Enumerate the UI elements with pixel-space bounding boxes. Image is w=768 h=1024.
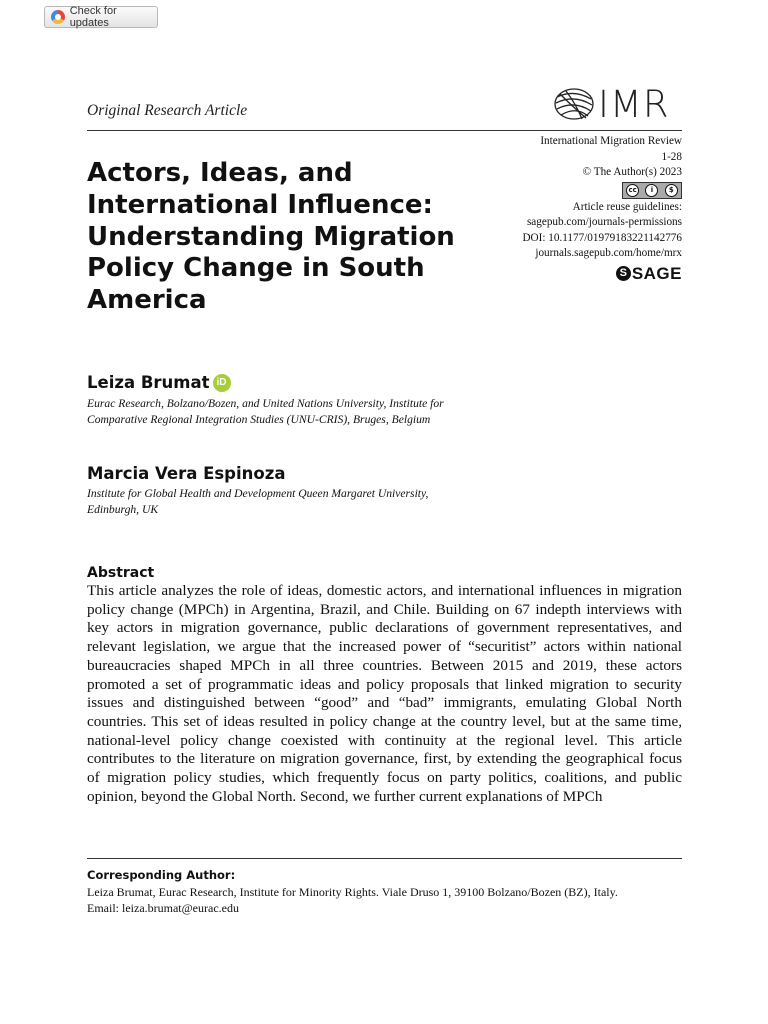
journal-meta (522, 134, 682, 281)
corresponding-author-heading: Corresponding Author: (87, 868, 236, 882)
copyright: © The Author(s) 2023 (582, 166, 682, 178)
footer-divider (87, 858, 682, 859)
sage-s-icon: S (616, 266, 631, 281)
journal-url-link[interactable]: journals.sagepub.com/home/mrx (535, 247, 682, 259)
publisher-logo-text: SAGE (631, 263, 682, 283)
abstract-text: This article analyzes the role of ideas, domestic actors, and international influences in migration policy change (MPCh) in Argentina, Brazil, and Chile. Building on 67 indepth interviews with key actors in migration governance, public declarations of government representatives, and relevant legislation, we argue that the increased power of “securitist” actors within national bureaucracies shaped MPCh in all three countries. Between 2015 and 2019, these actors promoted a set of programmatic ideas and policy proposals that linked migration to security issues and distinguished between “good” and “bad” immigrants, emulating Global North countries. This set of ideas resulted in policy change at the country level, but at the same time, national-level policy change coexisted with continuity at the regional level. This article contributes to the literature on migration governance, first, by extending the geographical focus of migration policy studies, which frequently focus on party politics, coalitions, and public opinion, beyond the Global North. Second, we further current explanations of MPCh (87, 582, 682, 805)
header-divider (87, 130, 682, 131)
reuse-guidelines-link[interactable]: sagepub.com/journals-permissions (526, 216, 682, 228)
author-affiliation: Eurac Research, Bolzano/Bozen, and United Nations University, Institute for Comparative Regional Integration Studies (UNU-CRIS), Bruges, Belgium (87, 397, 444, 426)
journal-name: International Migration Review (540, 135, 682, 147)
check-for-updates-label: Check for updates (69, 5, 117, 29)
journal-logo (552, 82, 682, 126)
corresponding-email[interactable]: Email: leiza.brumat@eurac.edu (87, 901, 239, 915)
publisher-logo (616, 263, 682, 283)
article-type: Original Research Article (87, 102, 248, 119)
author-2 (87, 464, 285, 483)
author-name: Leiza Brumat (87, 373, 210, 392)
corresponding-author-block (87, 884, 682, 916)
doi[interactable]: DOI: 10.1177/01979183221142776 (522, 231, 682, 244)
author-name: Marcia Vera Espinoza (87, 464, 286, 483)
article-title: Actors, Ideas, and International Influence: Understanding Migration Policy Change in South America (87, 158, 455, 316)
check-for-updates-button[interactable] (44, 6, 158, 28)
reuse-guidelines-label: Article reuse guidelines: (572, 200, 682, 213)
globe-logo-icon (552, 86, 596, 122)
abstract-heading: Abstract (87, 565, 155, 581)
corresponding-address: Leiza Brumat, Eurac Research, Institute for Minority Rights. Viale Druso 1, 39100 Bolzano/Bozen (BZ), Italy. (87, 885, 618, 899)
page-range: 1-28 (661, 150, 682, 163)
crossmark-icon (51, 10, 65, 24)
author-affiliation: Institute for Global Health and Development Queen Margaret University, Edinburgh, UK (87, 487, 429, 516)
orcid-icon[interactable]: iD (213, 374, 231, 392)
cc-by-nc-icon[interactable]: cc i $ (622, 182, 682, 199)
journal-logo-text: IMR (598, 82, 670, 126)
author-1 (87, 373, 231, 392)
